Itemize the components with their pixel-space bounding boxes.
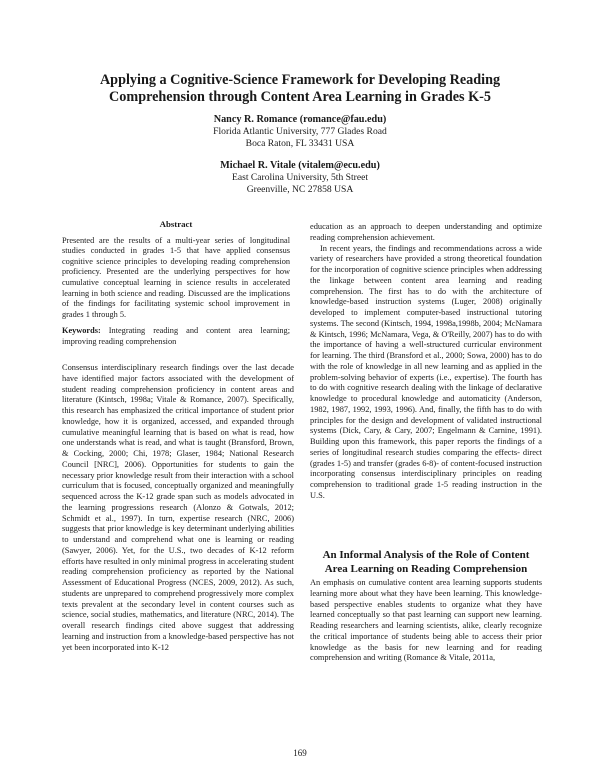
author-name: Nancy R. Romance (romance@fau.edu) — [213, 114, 387, 125]
author-affiliation: East Carolina University, 5th Street — [231, 172, 369, 183]
author-address: Greenville, NC 27858 USA — [246, 184, 354, 195]
keywords — [62, 326, 290, 347]
abstract — [62, 219, 290, 348]
author-address: Boca Raton, FL 33431 USA — [245, 138, 355, 149]
paper-title — [60, 72, 540, 106]
abstract-heading: Abstract — [159, 219, 193, 229]
body-paragraph: Consensus interdisciplinary research findings over the last decade have identified major factors associated with the development of student reading comprehension proficiency in content areas and literature (Kintsch, 1998a; Vitale & Romance, 2007). Specifically, this research has emphasized the critical importance of student prior knowledge, how it is organized, accessed, and expanded through cumulative meaningful learning that is based on what is read, how one understands what is read, and what is taught (Bransford, Brown, & Cocking, 2000; Chi, 1978; Glaser, 1984; National Research Council [NRC], 2006). Opportunities for students to gain the necessary prior knowledge result from their interaction with a school curriculum that is focused, conceptually organized and meaningfully sequenced across the K-12 grade span such as models advocated in the learning progressions research (Alonzo & Gotwals, 2012; Schmidt et al., 1997). In turn, expertise research (NRC, 2006) suggests that prior knowledge is key determinant underlying abilities to understand and comprehend what one is learning or reading (Sawyer, 2006). Yet, for the U.S., two decades of K-12 reform efforts have resulted in only minimal progress in accelerating student reading comprehension proficiency as reported by the National Assessment of Educational Progress (NCES, 2009, 2012). As such, students are unprepared to comprehend progressively more complex texts prevalent at the secondary level in content courses such as science, social studies, mathematics, and literature (NRC, 2014). The overall research findings cited above suggest that addressing learning and instruction from a knowledge-based perspective has not yet been incorporated into K-12 — [62, 363, 294, 652]
author-block-2 — [100, 160, 500, 196]
title-line-1: Applying a Cognitive-Science Framework for Developing Reading — [99, 72, 501, 88]
section-heading — [310, 549, 542, 576]
section-body — [310, 578, 542, 664]
author-name: Michael R. Vitale (vitalem@ecu.edu) — [220, 160, 380, 171]
body-paragraph: An emphasis on cumulative content area learning supports students learning more about what they have been learning. This knowledge-based perspective enables students to organize what they have learned conceptually so that past learning can support new learning. Reading researchers and learning scientists, alike, clearly recognize the critical importance of students being able to access their prior knowledge as the basis for new learning and for reading comprehension and writing (Romance & Vitale, 2011a, — [310, 578, 542, 663]
right-column-body — [310, 222, 542, 502]
author-affiliation: Florida Atlantic University, 777 Glades Road — [213, 126, 387, 137]
keywords-label: Keywords: — [62, 326, 101, 336]
body-paragraph: education as an approach to deepen understanding and optimize reading comprehension achievement. — [310, 222, 542, 242]
body-paragraph: In recent years, the findings and recommendations across a wide variety of researchers have provided a strong theoretical foundation for the incorporation of cognitive science principles when addressing the linkage between content area learning and reading comprehension. The first has to do with the architecture of knowledge-based instruction systems (Luger, 2008) originally developed to implement computer-based instructional tutoring systems. The second (Kintsch, 1994, 1998a,1998b, 2004; McNamara & Kintsch, 1996; McNamara, Vega, & O'Reilly, 2007) has to do with the importance of having a well-structured curricular environment for learning. The third (Bransford et al., 2000; Sowa, 2000) has to do with the role of knowledge in all new learning and as applied in the problem-solving behavior of experts (i.e., expertise). The fourth has to do with cognitive research dealing with the linkage of declarative knowledge to procedural knowledge and automaticity (Anderson, 1982, 1987, 1992, 1993, 1996). And, finally, the fifth has to do with principles for the design and development of validated instructional systems (Dick, Cary, & Cary, 2007; Engelmann & Carnine, 1991). Building upon this framework, this paper reports the findings of a series of longitudinal research studies comparing the effects- direct (grades 1-5) and transfer (grades 6-8)- of content-focused instruction incorporating consensus interdisciplinary principles on reading comprehension to traditional grade 1-5 reading instruction in the U.S. — [310, 243, 542, 500]
abstract-text: Presented are the results of a multi-year series of longitudinal studies conducted in grades 1-5 that have applied consensus cognitive science principles to developing reading comprehension proficiency. Presented are the underlying perspectives for how cumulative conceptual learning in science results in accelerated learning in both science and reading. Discussed are the implications of the findings for facilitating systemic school improvement in grades 1 through 5. — [62, 235, 290, 319]
title-line-2: Comprehension through Content Area Learning in Grades K-5 — [109, 89, 491, 105]
section-heading-line-2: Area Learning on Reading Comprehension — [324, 562, 528, 575]
left-column-body — [62, 363, 294, 653]
author-block-1 — [100, 114, 500, 150]
keywords-text: Integrating reading and content area learning; improving reading comprehension — [62, 326, 291, 346]
page-number: 169 — [293, 748, 307, 758]
section-heading-line-1: An Informal Analysis of the Role of Content — [322, 549, 530, 561]
